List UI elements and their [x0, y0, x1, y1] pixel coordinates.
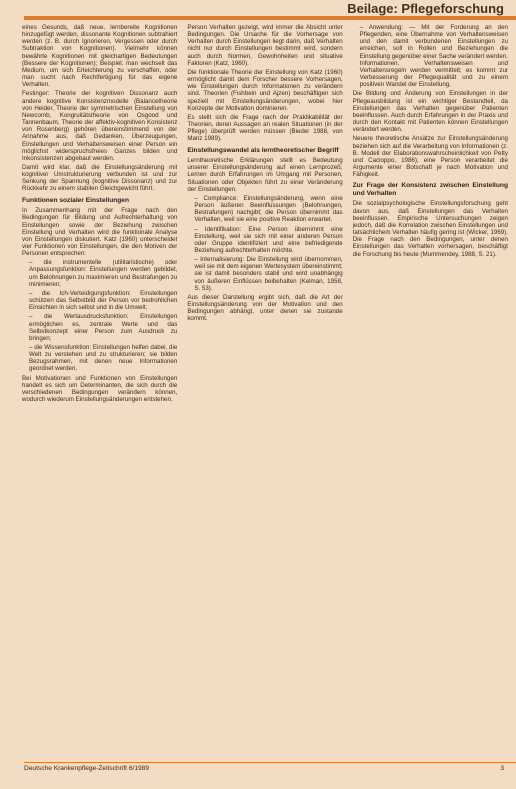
paragraph: Damit wird klar, daß die Einstellungsänderung mit kognitiver Umstrukturierung verbunden ist und zur Senkung der Spannung (kognitive Dissonanz) und zur Rückkehr zu einem stabilen Gleichgewicht führt. — [22, 163, 178, 193]
paragraph: Die sozialpsychologische Einstellungsforschung geht davon aus, daß Einstellungen das Verhalten beeinflussen. Empirische Untersuchungen zeigen jedoch, daß die Korrelation zwischen Einstellungen und tatsächlichem Verhalten häufig gering ist (Wicker, 1969). Die Frage nach den Bedingungen, unter denen Einstellungen das Verhalten vorhersagen, beschäftigt die Forschung bis heute (Mummendey, 1988, S. 21). — [352, 200, 508, 258]
paragraph: Festinger: Theorie der kognitiven Dissonanz auch andere kognitive Konsistenzmodelle (Balancetheorie von Heider, Theorie der symmetrischen Einstellung von Newcomb, Kongruitätstheorie von Osgood und Tannenbaum, Theorie der affektiv-kognitiven Konsistenz von Rosenberg) gehören übereinstimmend von der Annahme aus, daß Gedanken, Überzeugungen, Einstellungen und Verhaltensweisen einer Person ein möglichst widerspruchsfreies Ganzes bilden und Inkonsistenzen abgebaut werden. — [22, 90, 178, 162]
paragraph: Aus dieser Darstellung ergibt sich, daß die Art der Einstellungsänderung von der Motivation und den Bedingungen abhängt, unter denen sie zustande kommt. — [187, 293, 343, 323]
bullet-paragraph: – die Wertausdrucksfunktion: Einstellungen ermöglichen es, zentrale Werte und das Selbstkonzept einer Person zum Ausdruck zu bringen; — [29, 313, 178, 342]
footer-journal: Deutsche Krankenpflege-Zeitschrift 6/1989 — [24, 765, 149, 772]
article-columns — [22, 24, 508, 764]
column-3 — [353, 24, 508, 764]
footer-rule — [24, 762, 516, 763]
bullet-paragraph: – Compliance: Einstellungsänderung, wenn eine Person äußeren Beeinflussungen (Belohnungen, Bestrafungen) nachgibt; die Person übernimmt das Verhalten, weil sie eine positive Reaktion erwartet. — [194, 194, 343, 224]
paragraph: Die funktionale Theorie der Einstellung von Katz (1960) ermöglicht damit dem Forscher bessere Vorhersagen, wie Einstellungen durch Informationen zu verändern sind. Theorien (Fishbein und Ajzen) beschäftigen sich speziell mit Einstellungsänderungen, wobei hier Konzepte der Motivation dominieren. — [187, 68, 343, 112]
section-title: Beilage: Pflegeforschung — [347, 1, 504, 16]
subheading: Zur Frage der Konsistenz zwischen Einstellung und Verhalten — [352, 182, 508, 197]
paragraph: Person Verhalten gezeigt, wird immer die Absicht unter Bedingungen. Die Ursache für die Vorhersage von Verhalten durch Einstellungen liegt darin, daß Verhalten nicht nur durch Einstellungen bestimmt wird, sondern auch durch Normen, Gewohnheiten und situative Faktoren (Katz, 1960). — [187, 24, 343, 67]
page-number: 3 — [500, 765, 504, 772]
paragraph: Neuere theoretische Ansätze zur Einstellungsänderung beziehen sich auf die Verarbeitung von Informationen (z. B. Modell der Elaborationswahrscheinlichkeit von Petty und Cacioppo, 1986); eine Person verarbeitet die Argumente einer Botschaft je nach Motivation und Fähigkeit. — [352, 135, 508, 179]
paragraph: Die Bildung und Änderung von Einstellungen in der Pflegeausbildung ist ein wichtiger Bestandteil, da Einstellungen das Verhalten gegenüber Patienten beeinflussen. Auch durch Erfahrungen in der Praxis und durch den Kontakt mit Patienten können Einstellungen verändert werden. — [352, 90, 508, 134]
bullet-paragraph: – Internalisierung: Die Einstellung wird übernommen, weil sie mit dem eigenen Wertesystem übereinstimmt; sie ist damit besonders stabil und wird unabhängig von äußeren Einflüssen beibehalten (Kelman, 1958, S. 53). — [194, 256, 343, 292]
bullet-paragraph: – die Ich-Verteidigungsfunktion: Einstellungen schützen das Selbstbild der Person vor bedrohlichen Einsichten in sich selbst und in die Umwelt; — [29, 289, 178, 312]
page-header — [0, 0, 516, 20]
bullet-paragraph: – die Wissensfunktion: Einstellungen helfen dabei, die Welt zu verstehen und zu strukturieren; sie bilden Bezugsrahmen, mit denen neue Informationen geordnet werden. — [29, 344, 178, 373]
bullet-paragraph: – die instrumentelle (utilitaristische) oder Anpassungsfunktion: Einstellungen werden gebildet, um Belohnungen zu maximieren und Bestrafungen zu minimieren; — [29, 259, 178, 288]
paragraph: In Zusammenhang mit der Frage nach den Bedingungen für Bildung und Aufrechterhaltung von Einstellungen sowie der Beziehung zwischen Einstellung und Verhalten wird die funktionale Analyse von Einstellungen diskutiert. Katz (1960) unterscheidet vier Funktionen von Einstellungen, die den Motiven der Personen entsprechen: — [22, 207, 178, 258]
paragraph: Bei Motivationen und Funktionen von Einstellungen handelt es sich um Determinanten, die sich durch die verschiedenen Bedingungen verändern können, wodurch wiederum Einstellungsänderungen entstehen. — [22, 374, 178, 404]
paragraph: Lerntheoretische Erklärungen stellt es Bedeutung unserer Einstellungsänderung auf einen Lernprozeß; Lernen durch Erfahrungen im Umgang mit Personen, Situationen oder Objekten führt zu einer Veränderung der Einstellungen. — [187, 157, 343, 193]
paragraph: Es stellt sich die Frage nach der Praktikabilität der Theorien, deren Aussagen an realen Situationen (in der Pflege) überprüft werden müssen (Bieder 1988, von Manz 1989). — [187, 113, 343, 143]
paragraph: eines Gesunds, daß neue, lernbereite Kognitionen hinzugefügt werden, dissonante Kognitionen subtrahiert werden (z. B. durch Ignorieren, Vergessen oder durch Subtraktion von Kognitionen). Vielmehr können bewährte Kognitionen mit gleichartigen Bedeutungen (Bessere der Kognitionen); Beispiel: man wechselt das Medium, um sich Erleichterung zu verschaffen, oder man sucht nach Rechtfertigung für das eigene Verhalten. — [22, 24, 178, 89]
subheading: Funktionen sozialer Einstellungen — [22, 196, 129, 204]
bullet-paragraph: – Anwendung: — Mit der Forderung an den Pflegenden, eine Übernahme von Verhaltensweisen und den damit verbundenen Einstellungen zu erreichen, soll in Rollen und Beziehungen die Einstellung gegenüber einer Sache verändert werden. Informationen, Verhaltensweisen und Verhaltensregeln werden vermittelt; es kommt zur Verbesserung der Pflegequalität und zu einem positiven Wandel der Einstellung. — [359, 24, 508, 89]
subheading: Einstellungswandel als lerntheoretischer Begriff — [187, 146, 339, 154]
bullet-paragraph: – Identifikation: Eine Person übernimmt eine Einstellung, weil sie sich mit einer anderen Person oder Gruppe identifiziert und eine befriedigende Beziehung aufrechterhalten möchte. — [194, 225, 343, 254]
header-rule — [24, 16, 516, 20]
column-1 — [22, 24, 177, 764]
column-2 — [187, 24, 342, 764]
